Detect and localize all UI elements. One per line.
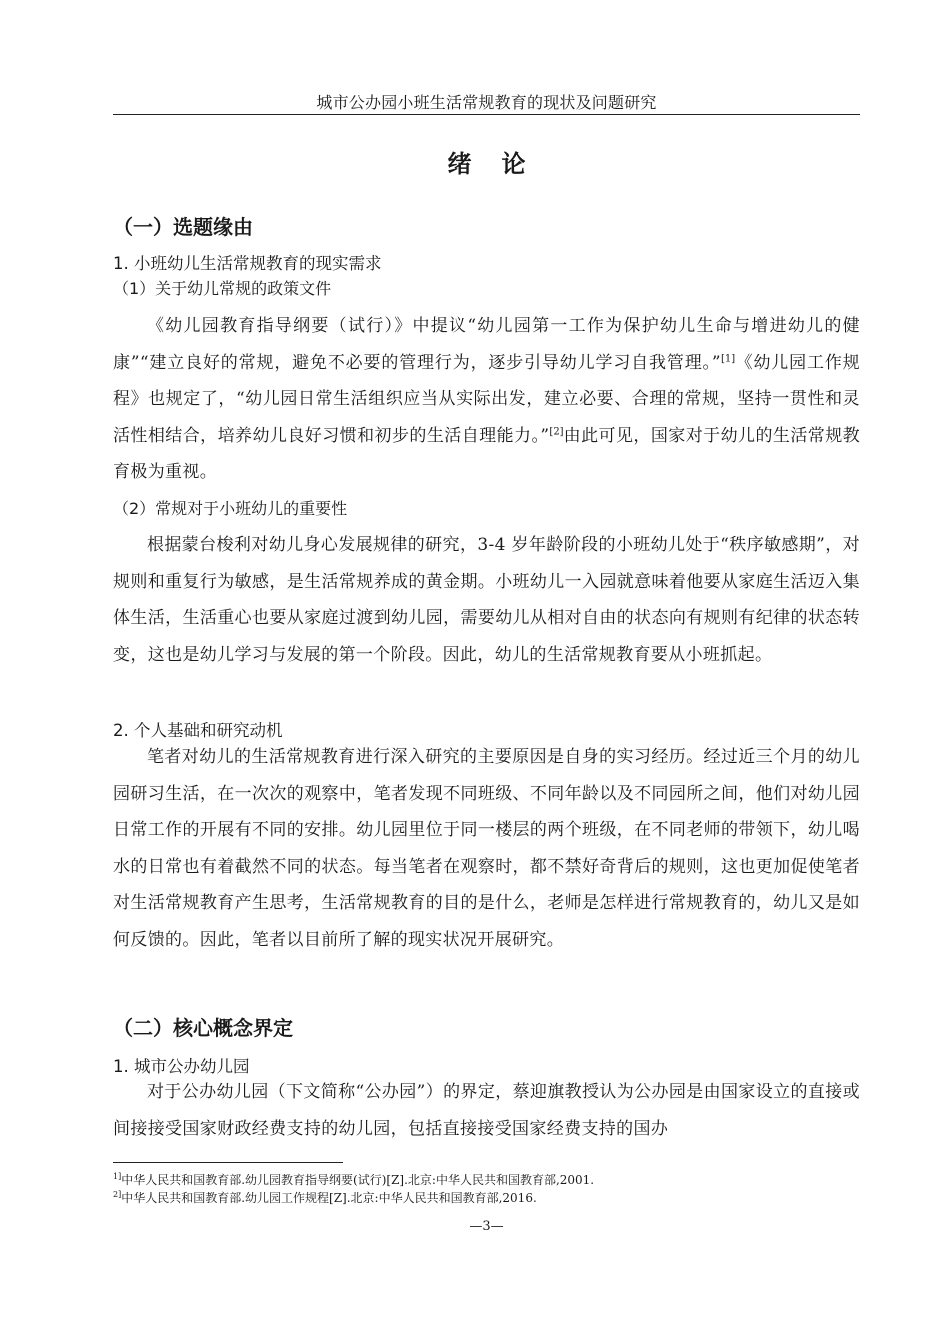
- citation-ref-1: [1]: [720, 352, 736, 364]
- header-rule: [113, 114, 860, 115]
- subsection-heading-public-kindergarten: 1. 城市公办幼儿园: [113, 1057, 250, 1076]
- paragraph-text: 《幼儿园工作规程》也规定了，“幼儿园日常生活组织应当从实际出发，建立必要、合理的常规，坚持一贯性和灵活性相结合，培养幼儿良好习惯和初步的生活自理能力。”: [113, 352, 861, 446]
- footnote-text: 中华人民共和国教育部.幼儿园教育指导纲要(试行)[Z].北京:中华人民共和国教育部,2001.: [121, 1173, 595, 1187]
- footnote-text: 中华人民共和国教育部.幼儿园工作规程[Z].北京:中华人民共和国教育部,2016.: [121, 1191, 537, 1205]
- footnote-2: [113, 1190, 860, 1206]
- citation-ref-2: [2]: [549, 425, 564, 437]
- paragraph-text: 《幼儿园教育指导纲要（试行）》中提议“幼儿园第一工作为保护幼儿生命与增进幼儿的健康”“建立良好的常规，避免不必要的管理行为，逐步引导幼儿学习自我管理。”: [113, 316, 860, 373]
- paragraph-policy-documents: [113, 308, 860, 491]
- footnote-mark: 2]: [113, 1190, 122, 1199]
- paragraph-motivation: 笔者对幼儿的生活常规教育进行深入研究的主要原因是自身的实习经历。经过近三个月的幼儿园研习生活，在一次次的观察中，笔者发现不同班级、不同年龄以及不同园所之间，他们对幼儿园日常工作的开展有不同的安排。幼儿园里位于同一楼层的两个班级，在不同老师的带领下，幼儿喝水的日常也有着截然不同的状态。每当笔者在观察时，都不禁好奇背后的规则，这也更加促使笔者对生活常规教育产生思考，生活常规教育的目的是什么，老师是怎样进行常规教育的，幼儿又是如何反馈的。因此，笔者以目前所了解的现实状况开展研究。: [113, 747, 860, 950]
- chapter-title: 绪论: [447, 150, 556, 178]
- paragraph-public-kindergarten: 对于公办幼儿园（下文简称“公办园”）的界定，蔡迎旗教授认为公办园是由国家设立的直接或间接接受国家财政经费支持的幼儿园，包括直接接受国家经费支持的国办: [113, 1082, 860, 1139]
- subsection-heading-practical-need: 1. 小班幼儿生活常规教育的现实需求: [113, 254, 382, 273]
- footnote-1: [113, 1172, 860, 1188]
- footnote-mark: 1]: [113, 1172, 122, 1181]
- item-heading-policy-documents: （1）关于幼儿常规的政策文件: [113, 279, 332, 298]
- running-header: 城市公办园小班生活常规教育的现状及问题研究: [316, 93, 657, 112]
- item-heading-importance: （2）常规对于小班幼儿的重要性: [113, 499, 348, 518]
- footnote-rule: [113, 1162, 343, 1163]
- paragraph-text: 由此可见，国家对于幼儿的生活常规教育极为重视。: [113, 425, 860, 482]
- section-heading-core-concepts: （二）核心概念界定: [113, 1016, 293, 1040]
- page-number: —3—: [469, 1219, 504, 1234]
- subsection-heading-motivation: 2. 个人基础和研究动机: [113, 721, 283, 740]
- section-heading-topic-rationale: （一）选题缘由: [113, 215, 253, 239]
- paragraph-importance: 根据蒙台梭利对幼儿身心发展规律的研究，3-4 岁年龄阶段的小班幼儿处于“秩序敏感期”，对规则和重复行为敏感，是生活常规养成的黄金期。小班幼儿一入园就意味着他要从家庭生活迈入集体生活，生活重心也要从家庭过渡到幼儿园，需要幼儿从相对自由的状态向有规则有纪律的状态转变，这也是幼儿学习与发展的第一个阶段。因此，幼儿的生活常规教育要从小班抓起。: [113, 535, 860, 665]
